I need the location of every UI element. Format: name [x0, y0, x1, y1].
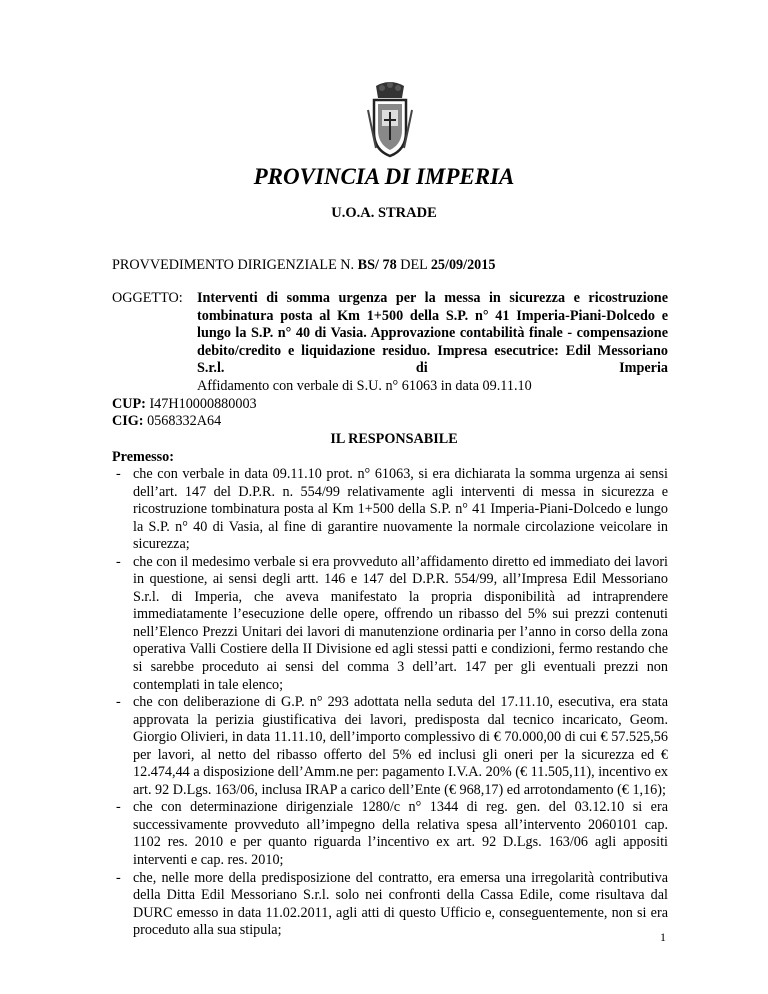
codes-block: [112, 396, 257, 431]
page-title: PROVINCIA DI IMPERIA: [253, 164, 515, 189]
list-item: [112, 554, 668, 694]
list-item: [112, 799, 668, 869]
bullet-dash: -: [116, 869, 121, 886]
list-item: [112, 870, 668, 940]
bullet-dash: -: [116, 466, 121, 482]
cig-line: [112, 413, 257, 430]
cig-value: 0568332A64: [143, 413, 222, 430]
provvedimento-number: BS/ 78: [357, 257, 397, 273]
page-number: 1: [660, 930, 666, 944]
oggetto-block: [112, 290, 668, 396]
premesso-heading: Premesso:: [112, 449, 174, 465]
responsabile-heading: IL RESPONSABILE: [330, 431, 458, 447]
list-item-text: che con determinazione dirigenziale 1280/c n° 1344 di reg. gen. del 03.12.10 si era successivamente provveduto all’impegno della relativa spesa all’intervento 2060101 cap. 1102 res. 2010 e per quanto riguarda l’incentivo ex art. 92 D.Lgs. 163/06 agli appositi interventi e cap. res. 2010;: [133, 799, 668, 869]
provvedimento-date: 25/09/2015: [430, 257, 496, 273]
cig-label: CIG:: [112, 413, 144, 430]
cup-value: I47H10000880003: [145, 396, 257, 412]
provvedimento-line: [112, 257, 495, 274]
list-item-text: che, nelle more della predisposizione del contratto, era emersa una irregolarità contributiva della Ditta Edil Messoriano S.r.l. solo nei confronti della Cassa Edile, come risultava dal DURC emesso in data 11.02.2011, agli atti di questo Ufficio e, conseguentemente, non si era proceduto alla sua stipula;: [133, 869, 668, 939]
list-item: [112, 694, 668, 799]
list-item: [112, 466, 668, 554]
list-item-text: che con deliberazione di G.P. n° 293 adottata nella seduta del 17.11.10, esecutiva, era stata approvata la perizia giustificativa dei lavori, predisposta dal tecnico incaricato, Geom. Giorgio Olivieri, in data 11.11.10, dell’importo complessivo di € 70.000,00 di cui € 57.525,56 per lavori, al netto del ribasso offerto del 5% ed inclusi gli oneri per la sicurezza ed € 12.474,44 a disposizione dell’Amm.ne per: pagamento I.V.A. 20% (€ 11.505,11), incentivo ex art. 92 D.Lgs. 163/06, inclusa IRAP a carico dell’Ente (€ 968,17) ed arrotondamento (€ 1,16);: [133, 694, 668, 798]
cup-label: CUP:: [112, 396, 146, 412]
oggetto-affidamento: Affidamento con verbale di S.U. n° 61063 in data 09.11.10: [197, 377, 532, 394]
list-item-text: che con il medesimo verbale si era provveduto all’affidamento diretto ed immediato dei lavori in questione, ai sensi degli artt. 146 e 147 del D.P.R. 554/99, all’Impresa Edil Messoriano S.r.l. di Imperia, che aveva manifestato la propria disponibilità ad intraprendere immediatamente l’esecuzione delle opere, offrendo un ribasso del 5% sui prezzi contenuti nell’Elenco Prezzi Unitari dei lavori di manutenzione ordinaria per l’anno in corso della zona operativa Valli Costiere della II Divisione ed agli stessi patti e condizioni, fermo restando che si sarebbe proceduto ai sensi del comma 3 dell’art. 147 per gli eventuali prezzi non contemplati in tale elenco;: [133, 553, 668, 693]
cup-line: [112, 396, 257, 413]
list-item-text: che con verbale in data 09.11.10 prot. n° 61063, si era dichiarata la somma urgenza ai sensi dell’art. 147 del D.P.R. n. 554/99 relativamente agli interventi di messa in sicurezza e ricostruzione tombinatura posta al Km 1+500 della S.P. n° 41 Imperia-Piani-Dolcedo e lungo la S.P. n° 40 di Vasia, al fine di garantire nuovamente la normale circolazione veicolare in sicurezza;: [133, 466, 668, 553]
bullet-dash: -: [116, 553, 121, 570]
unit-heading: U.O.A. STRADE: [331, 205, 437, 221]
provincia-crest-logo: [366, 80, 414, 160]
bullet-dash: -: [116, 694, 121, 711]
premesso-list: [112, 466, 668, 940]
provvedimento-del: DEL: [396, 257, 431, 273]
oggetto-subject: Interventi di somma urgenza per la messa in sicurezza e ricostruzione tombinatura posta al Km 1+500 della S.P. n° 41 Imperia-Piani-Dolcedo e lungo la S.P. n° 40 di Vasia. Approvazione contabilità finale - compensazione debito/credito e liquidazione residuo. Impresa esecutrice: Edil Messoriano S.r.l. di Imperia: [197, 290, 668, 377]
oggetto-label: OGGETTO:: [112, 290, 183, 306]
bullet-dash: -: [116, 799, 121, 816]
provvedimento-prefix: PROVVEDIMENTO DIRIGENZIALE N.: [112, 257, 358, 273]
